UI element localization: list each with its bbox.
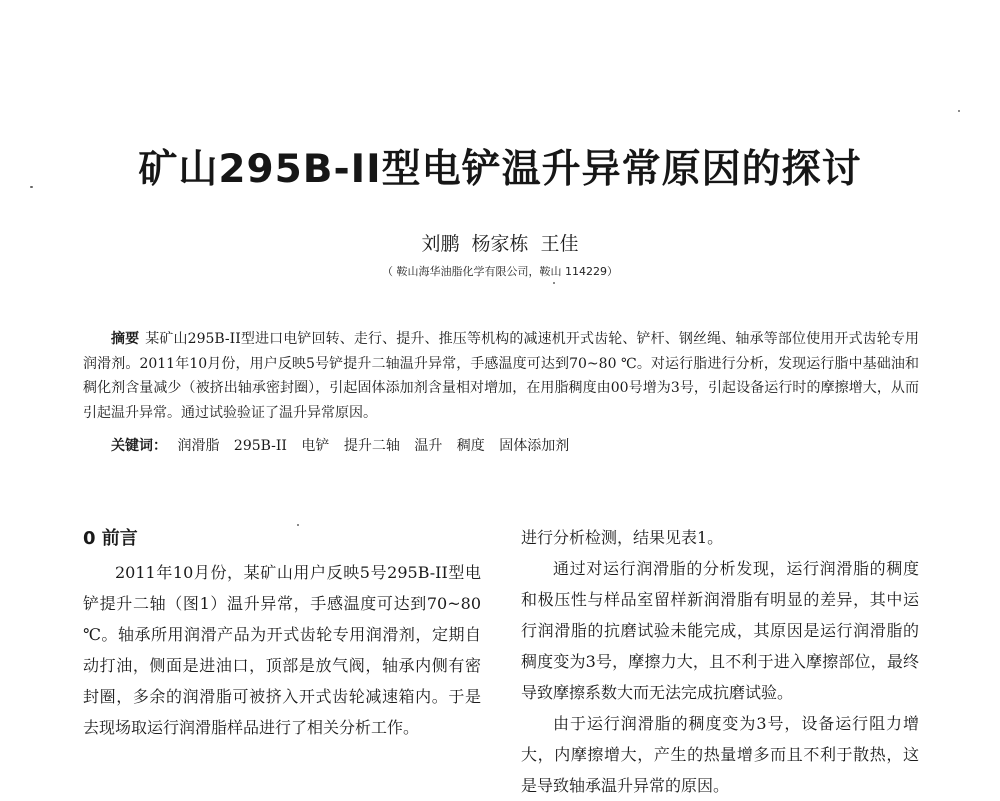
keyword: 温升 <box>414 438 443 454</box>
body-paragraph: 2011年10月份，某矿山用户反映5号295B-II型电铲提升二轴（图1）温升异常，手感温度可达到70~80 ℃。轴承所用润滑产品为开式齿轮专用润滑剂，定期自动打油，侧面是进油口，顶部是放气阀，轴承内侧有密封圈，多余的润滑脂可被挤入开式齿轮减速箱内。于是去现场取运行润滑脂样品进行了相关分析工作。 <box>83 563 481 737</box>
scan-speck <box>297 524 299 526</box>
abstract-label: 摘要 <box>111 331 140 347</box>
scan-speck <box>30 186 33 188</box>
abstract-block <box>83 327 919 425</box>
keywords-line <box>111 434 919 458</box>
author-list: 刘鹏 杨家栋 王佳 <box>421 233 579 255</box>
abstract-text: 某矿山295B-II型进口电铲回转、走行、提升、推压等机构的减速机开式齿轮、铲杆、钢丝绳、轴承等部位使用开式齿轮专用润滑剂。2011年10月份，用户反映5号铲提升二轴温升异常，手感温度可达到70~80 ℃。对运行脂进行分析，发现运行脂中基础油和稠化剂含量减少（被挤出轴承密封圈），引起固体添加剂含量相对增加，在用脂稠度由00号增为3号，引起设备运行时的摩擦增大，从而引起温升异常。通过试验验证了温升异常原因。 <box>83 331 919 421</box>
paper-title: 矿山295B-II型电铲温升异常原因的探讨 <box>138 147 862 192</box>
keyword: 295B-II <box>233 438 287 454</box>
keyword: 润滑脂 <box>177 438 220 454</box>
scan-speck <box>553 282 555 284</box>
author-affiliation: （ 鞍山海华油脂化学有限公司，鞍山 114229） <box>382 265 618 278</box>
keyword: 提升二轴 <box>343 438 400 454</box>
continued-paragraph: 进行分析检测，结果见表1。 <box>521 528 724 547</box>
body-paragraph: 由于运行润滑脂的稠度变为3号，设备运行阻力增大，内摩擦增大，产生的热量增多而且不利于散热，这是导致轴承温升异常的原因。 <box>521 714 919 795</box>
right-column <box>521 522 919 801</box>
keyword: 稠度 <box>456 438 485 454</box>
scan-speck <box>958 110 960 112</box>
body-paragraph: 通过对运行润滑脂的分析发现，运行润滑脂的稠度和极压性与样品室留样新润滑脂有明显的差异，其中运行润滑脂的抗磨试验未能完成，其原因是运行润滑脂的稠度变为3号，摩擦力大，且不利于进入摩擦部位，最终导致摩擦系数大而无法完成抗磨试验。 <box>521 559 919 702</box>
keywords-label: 关键词： <box>111 438 167 454</box>
left-column <box>83 522 481 743</box>
keyword: 固体添加剂 <box>499 438 570 454</box>
section-heading-introduction: 0 前言 <box>83 528 138 549</box>
keyword: 电铲 <box>301 438 330 454</box>
